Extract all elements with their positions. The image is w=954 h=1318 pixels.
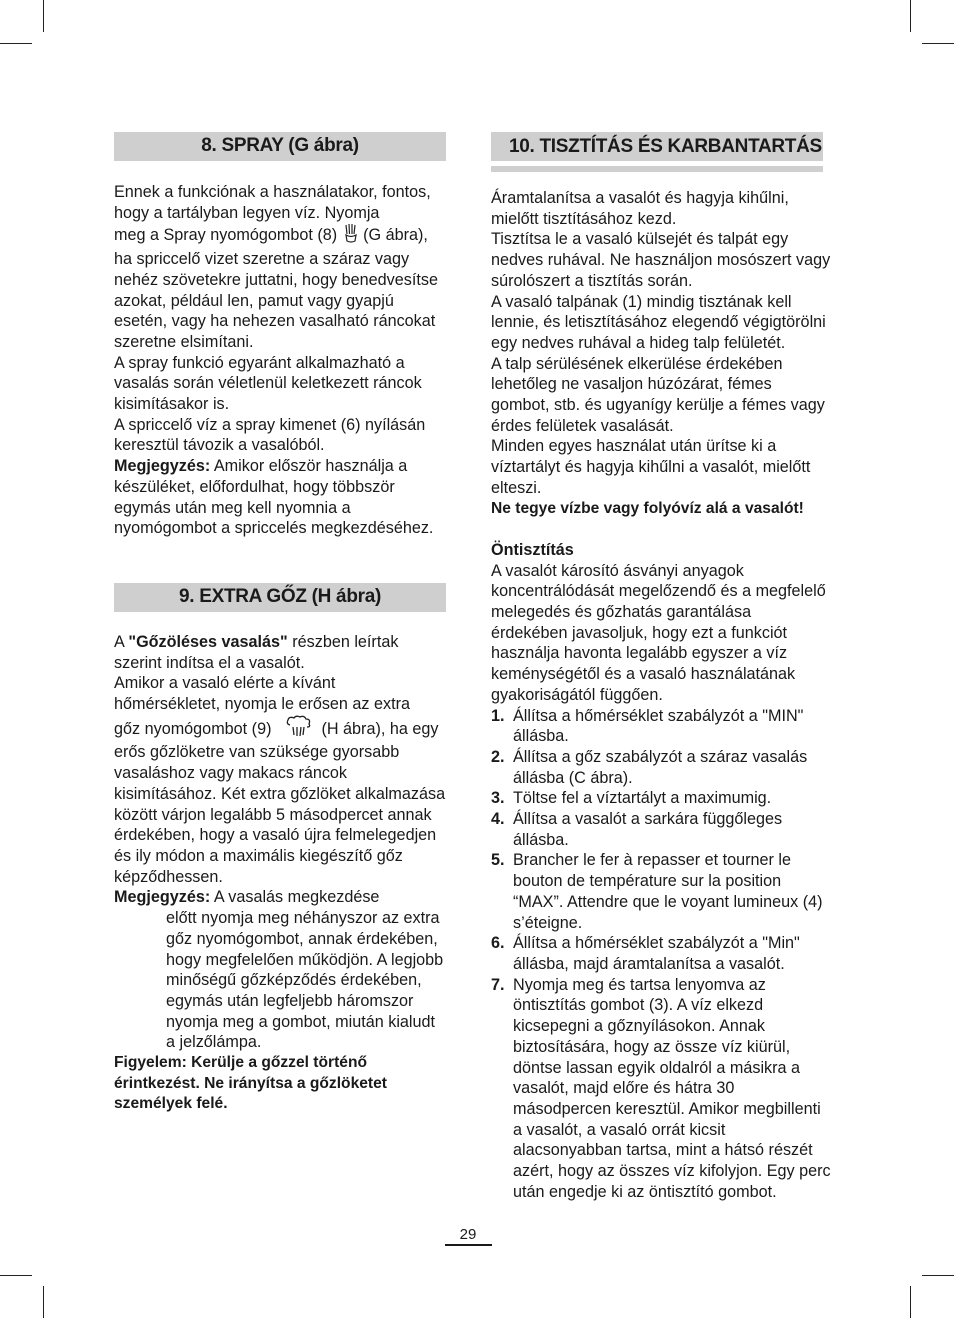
- crop-mark: [910, 1286, 911, 1318]
- crop-mark: [43, 0, 44, 32]
- steam-note-continued: előtt nyomja meg néhányszor az extra gőz nyomógombot, annak érdekében, hogy megfelelően működjön. A legjobb minőségű gőzképződés érdekében, egymás után legfeljebb háromszor nyomja meg a gombot, miután kialudt a jelzőlámpa.: [166, 909, 444, 1052]
- cleaning-paragraph-2: Tisztítsa le a vasaló külsejét és talpát egy nedves ruhával. Ne használjon mosószert vagy súrolószert a tisztítás során.: [491, 230, 831, 290]
- section-title-extra-steam: 9. EXTRA GŐZ (H ábra): [178, 586, 382, 608]
- crop-mark: [0, 1275, 32, 1276]
- note-label: Megjegyzés:: [114, 457, 211, 476]
- list-item: 5. Brancher le fer à repasser et tourner le bouton de température sur la position “MAX”. Attendre que le voyant lumineux (4) s’éteigne.: [491, 851, 823, 932]
- self-clean-subheading: Öntisztítás: [491, 540, 574, 559]
- right-column: [491, 132, 831, 1202]
- spray-note: Megjegyzés: Amikor először használja a készüléket, előfordulhat, hogy többször egymás után meg kell nyomnia a nyomógombot a spriccelés megkezdéséhez.: [114, 457, 434, 538]
- spray-paragraph-2: A spray funkció egyaránt alkalmazható a vasalás során véletlenül keletkezett ráncok kisimításakor is.: [114, 353, 422, 414]
- list-item: 1. Állítsa a hőmérséklet szabályzót a "MIN" állásba.: [491, 706, 804, 746]
- list-item: 4. Állítsa a vasalót a sarkára függőleges állásba.: [491, 810, 783, 849]
- steam-note: Megjegyzés: A vasalás megkezdése: [114, 888, 380, 907]
- left-column: [114, 132, 446, 1115]
- cleaning-paragraph-4: A talp sérülésének elkerülése érdekében lehetőleg ne vasaljon húzózárat, fémes gombot, stb. és ugyanígy kerülje a fémes vagy érdes felületek vasalását.: [491, 354, 825, 435]
- spray-paragraph-3: A spriccelő víz a spray kimenet (6) nyílásán keresztül távozik a vasalóból.: [114, 415, 426, 455]
- steam-paragraph-1: A "Gőzöléses vasalás" részben leírtak szerint indítsa el a vasalót.: [114, 632, 399, 672]
- cleaning-paragraph-5: Minden egyes használat után ürítse ki a víztartályt és hagyja kihűlni a vasalót, mielőtt elteszi.: [491, 437, 811, 497]
- self-clean-steps: [491, 706, 831, 1203]
- section-heading-cleaning: [491, 132, 823, 161]
- list-item: 6. Állítsa a hőmérséklet szabályzót a "Min" állásba, majd áramtalanítsa a vasalót.: [491, 934, 800, 973]
- crop-mark: [922, 43, 954, 44]
- spray-paragraph-1: Ennek a funkciónak a használatakor, fontos, hogy a tartályban legyen víz. Nyomja meg a Spray nyomógombot (8) (G ábra), ha spriccelő vizet szeretne a száraz vagy nehéz szövetekre juttatni, hogy benedvesítse azokat, például len, pamut vagy gyapjú esetén, vagy ha nehezen vasalható ráncokat szeretne elsimítani.: [114, 183, 438, 351]
- crop-mark: [910, 0, 911, 32]
- steam-warning: Figyelem: Kerülje a gőzzel történő érintkezést. Ne irányítsa a gőzlöketet személyek felé.: [114, 1054, 387, 1113]
- note-label: Megjegyzés:: [114, 888, 211, 907]
- cleaning-paragraph-3: A vasaló talpának (1) mindig tisztának kell lennie, és letisztításához elegendő végigtörölni egy nedves ruhával a hideg talp felületét.: [491, 292, 826, 352]
- section-title-spray: 8. SPRAY (G ábra): [201, 135, 359, 157]
- steam-paragraph-2: Amikor a vasaló elérte a kívánt hőmérsékletet, nyomja le erősen az extra gőz nyomógombot (9) (H ábra), ha egy erős gőzlöketre van szüksége gyorsabb vasaláshoz vagy makacs ráncok kisimításához. Két extra gőzlöket alkalmazása között várjon legalább 5 másodpercet annak érdekében, hogy a vasaló újra felmelegedjen és ily módon a maximális kiegészítő gőz képződhessen.: [114, 674, 446, 886]
- self-clean-intro: A vasalót károsító ásványi anyagok koncentrálódását megelőzendő és a megfelelő melegedés és gőzhatás garantálása érdekében javasoljuk, hogy ezt a funkciót használja havonta legalább egyszer a víz keménységétől és a vasaló használatának gyakoriságától függően.: [491, 561, 826, 704]
- steam-burst-icon: [285, 715, 313, 743]
- list-item: 2. Állítsa a gőz szabályzót a száraz vasalás állásba (C ábra).: [491, 747, 808, 787]
- crop-mark: [922, 1275, 954, 1276]
- crop-mark: [43, 1286, 44, 1318]
- crop-mark: [0, 43, 32, 44]
- cleaning-paragraph-1: Áramtalanítsa a vasalót és hagyja kihűlni, mielőtt tisztításához kezd.: [491, 189, 789, 228]
- page-number-rule: [445, 1244, 492, 1246]
- spray-icon: [343, 223, 359, 249]
- section-heading-spray: [114, 132, 446, 161]
- list-item: 7. Nyomja meg és tartsa lenyomva az öntisztítás gombot (3). A víz elkezd kicsepegni a gőznyílásokon. Annak biztosítására, hogy az össze víz kiürül, döntse lassan egyik oldalról a másikra a vasalót, majd előre és hátra 30 másodpercen keresztül. Amikor megbillenti a vasalót, a vasaló orrát kicsit alacsonyabban tartsa, mint a hátsó részét azért, hogy az összes víz kifolyjon. Egy perc után engedje ki az öntisztító gombot.: [491, 975, 831, 1201]
- section-heading-extra-steam: [114, 583, 446, 612]
- cleaning-warning: Ne tegye vízbe vagy folyóvíz alá a vasalót!: [491, 499, 804, 517]
- section-title-cleaning: 10. TISZTÍTÁS ÉS KARBANTARTÁS: [509, 136, 822, 157]
- page-number: 29: [459, 1226, 477, 1243]
- list-item: 3. Töltse fel a víztartályt a maximumig.: [491, 789, 772, 808]
